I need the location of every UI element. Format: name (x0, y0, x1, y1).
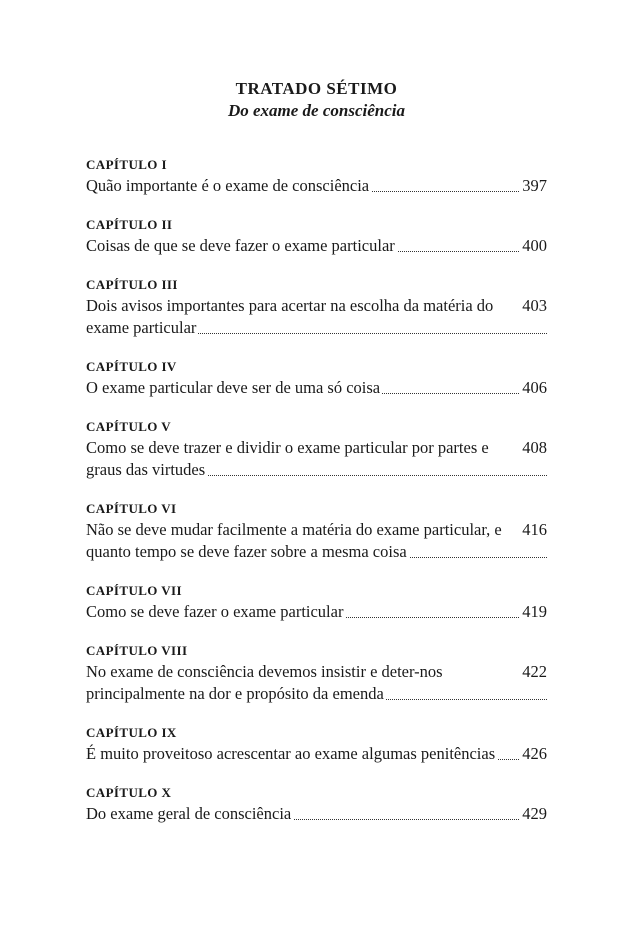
chapter-label: CAPÍTULO III (86, 277, 178, 292)
toc-entry[interactable] (86, 784, 547, 825)
chapter-title: No exame de consciência devemos insistir e deter-nos principalmente na dor e propósito da emenda (86, 662, 443, 703)
chapter-line (86, 743, 547, 765)
chapter-line (86, 803, 547, 825)
toc-entry[interactable] (86, 418, 547, 481)
chapter-title: O exame particular deve ser de uma só coisa (86, 378, 381, 397)
page-number: 403 (522, 296, 547, 315)
chapter-title: É muito proveitoso acrescentar ao exame algumas penitências (86, 744, 496, 763)
chapter-label: CAPÍTULO VII (86, 583, 182, 598)
chapter-title: Quão importante é o exame de consciência (86, 176, 370, 195)
chapter-line (86, 661, 547, 705)
page-number: 419 (522, 602, 547, 621)
chapter-line (86, 175, 547, 197)
chapter-line (86, 377, 547, 399)
page-number: 397 (522, 176, 547, 195)
chapter-label: CAPÍTULO V (86, 419, 172, 434)
page-number: 429 (522, 804, 547, 823)
treatise-subtitle: Do exame de consciência (227, 101, 406, 120)
chapter-label: CAPÍTULO X (86, 785, 172, 800)
page-number: 408 (522, 438, 547, 457)
chapter-line (86, 519, 547, 563)
chapter-title: Coisas de que se deve fazer o exame particular (86, 236, 395, 255)
chapter-title: Como se deve fazer o exame particular (86, 602, 344, 621)
chapter-label: CAPÍTULO VIII (86, 643, 188, 658)
chapter-label: CAPÍTULO VI (86, 501, 177, 516)
chapter-line (86, 601, 547, 623)
chapter-title: Do exame geral de consciência (86, 804, 292, 823)
toc-entry[interactable] (86, 500, 547, 563)
chapter-label: CAPÍTULO II (86, 217, 173, 232)
toc-entry[interactable] (86, 216, 547, 257)
page-number: 416 (522, 520, 547, 539)
page-number: 426 (522, 744, 547, 763)
toc-entry[interactable] (86, 582, 547, 623)
toc-entry[interactable] (86, 724, 547, 765)
chapter-label: CAPÍTULO IX (86, 725, 177, 740)
chapter-label: CAPÍTULO I (86, 157, 167, 172)
chapter-line (86, 295, 547, 339)
chapter-line (86, 437, 547, 481)
table-of-contents (86, 78, 547, 844)
toc-entry[interactable] (86, 276, 547, 339)
chapter-line (86, 235, 547, 257)
page-number: 406 (522, 378, 547, 397)
chapter-title: Como se deve trazer e dividir o exame particular por partes e graus das virtudes (86, 438, 489, 479)
treatise-header (86, 78, 547, 122)
chapter-label: CAPÍTULO IV (86, 359, 177, 374)
toc-entry[interactable] (86, 358, 547, 399)
toc-entry[interactable] (86, 642, 547, 705)
treatise-title: TRATADO SÉTIMO (235, 79, 398, 98)
toc-entry[interactable] (86, 156, 547, 197)
chapter-title: Dois avisos importantes para acertar na escolha da matéria do exame particular (86, 296, 494, 337)
page-number: 422 (522, 662, 547, 681)
page-number: 400 (522, 236, 547, 255)
chapter-title: Não se deve mudar facilmente a matéria do exame particular, e quanto tempo se deve fazer sobre a mesma coisa (86, 520, 502, 561)
